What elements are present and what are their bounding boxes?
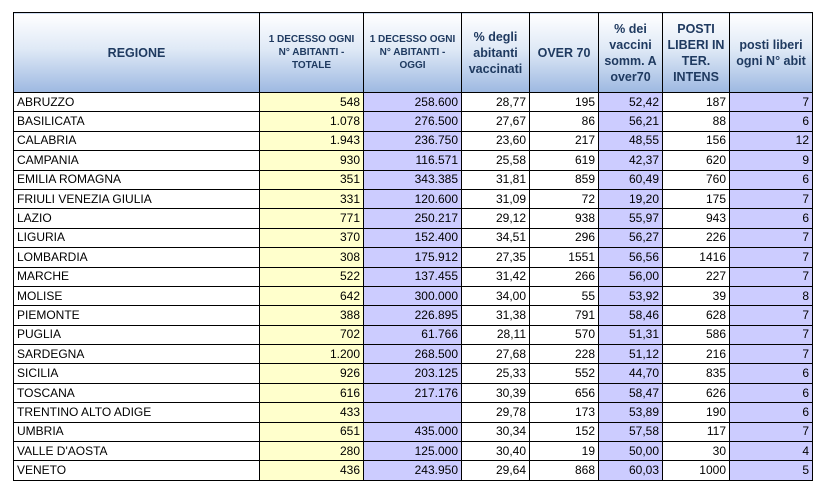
deaths-total-cell: 1.943 <box>260 131 364 150</box>
icu-free-beds-cell: 943 <box>663 209 730 228</box>
table-row <box>14 209 813 228</box>
deaths-today-cell: 203.125 <box>364 364 462 383</box>
region-name-cell: FRIULI VENEZIA GIULIA <box>14 189 260 208</box>
over70-cell: 859 <box>530 170 599 189</box>
deaths-today-cell: 125.000 <box>364 442 462 461</box>
icu-free-beds-cell: 175 <box>663 189 730 208</box>
over70-vaccine-pct-cell: 44,70 <box>599 364 663 383</box>
region-name-cell: PUGLIA <box>14 325 260 344</box>
icu-free-beds-cell: 1416 <box>663 248 730 267</box>
vaccinated-pct-cell: 29,64 <box>462 461 530 480</box>
deaths-total-cell: 651 <box>260 422 364 441</box>
icu-free-beds-cell: 39 <box>663 286 730 305</box>
region-name-cell: ABRUZZO <box>14 93 260 112</box>
region-name-cell: CAMPANIA <box>14 151 260 170</box>
over70-cell: 266 <box>530 267 599 286</box>
header-beds-per-inhabitants: posti liberi ogni N° abit <box>730 13 813 93</box>
over70-cell: 173 <box>530 403 599 422</box>
deaths-today-cell: 276.500 <box>364 112 462 131</box>
deaths-today-cell: 343.385 <box>364 170 462 189</box>
vaccinated-pct-cell: 30,34 <box>462 422 530 441</box>
vaccinated-pct-cell: 29,78 <box>462 403 530 422</box>
beds-per-inhabitants-cell: 7 <box>730 345 813 364</box>
deaths-total-cell: 308 <box>260 248 364 267</box>
over70-vaccine-pct-cell: 57,58 <box>599 422 663 441</box>
over70-cell: 791 <box>530 306 599 325</box>
header-icu-free-beds: POSTI LIBERI IN TER. INTENS <box>663 13 730 93</box>
icu-free-beds-cell: 227 <box>663 267 730 286</box>
table-row <box>14 345 813 364</box>
deaths-total-cell: 930 <box>260 151 364 170</box>
over70-cell: 72 <box>530 189 599 208</box>
table-row <box>14 151 813 170</box>
table-row <box>14 170 813 189</box>
region-name-cell: TOSCANA <box>14 383 260 402</box>
vaccinated-pct-cell: 30,39 <box>462 383 530 402</box>
table-body <box>14 93 813 481</box>
over70-vaccine-pct-cell: 60,49 <box>599 170 663 189</box>
table-row <box>14 442 813 461</box>
icu-free-beds-cell: 1000 <box>663 461 730 480</box>
icu-free-beds-cell: 187 <box>663 93 730 112</box>
over70-cell: 296 <box>530 228 599 247</box>
deaths-today-cell: 236.750 <box>364 131 462 150</box>
over70-vaccine-pct-cell: 53,92 <box>599 286 663 305</box>
deaths-today-cell <box>364 403 462 422</box>
deaths-today-cell: 175.912 <box>364 248 462 267</box>
icu-free-beds-cell: 88 <box>663 112 730 131</box>
deaths-today-cell: 300.000 <box>364 286 462 305</box>
icu-free-beds-cell: 117 <box>663 422 730 441</box>
deaths-total-cell: 548 <box>260 93 364 112</box>
deaths-total-cell: 280 <box>260 442 364 461</box>
table-row <box>14 325 813 344</box>
over70-cell: 552 <box>530 364 599 383</box>
over70-vaccine-pct-cell: 56,00 <box>599 267 663 286</box>
table-row <box>14 93 813 112</box>
table-row <box>14 286 813 305</box>
over70-vaccine-pct-cell: 53,89 <box>599 403 663 422</box>
deaths-today-cell: 61.766 <box>364 325 462 344</box>
deaths-today-cell: 226.895 <box>364 306 462 325</box>
table-row <box>14 422 813 441</box>
deaths-total-cell: 1.200 <box>260 345 364 364</box>
over70-vaccine-pct-cell: 60,03 <box>599 461 663 480</box>
vaccinated-pct-cell: 29,12 <box>462 209 530 228</box>
table-row <box>14 403 813 422</box>
deaths-total-cell: 702 <box>260 325 364 344</box>
beds-per-inhabitants-cell: 6 <box>730 112 813 131</box>
region-name-cell: BASILICATA <box>14 112 260 131</box>
region-name-cell: LOMBARDIA <box>14 248 260 267</box>
beds-per-inhabitants-cell: 6 <box>730 170 813 189</box>
table-row <box>14 248 813 267</box>
over70-vaccine-pct-cell: 48,55 <box>599 131 663 150</box>
beds-per-inhabitants-cell: 7 <box>730 267 813 286</box>
vaccinated-pct-cell: 31,38 <box>462 306 530 325</box>
vaccinated-pct-cell: 27,35 <box>462 248 530 267</box>
over70-cell: 86 <box>530 112 599 131</box>
table-row <box>14 228 813 247</box>
deaths-total-cell: 331 <box>260 189 364 208</box>
deaths-total-cell: 388 <box>260 306 364 325</box>
over70-cell: 152 <box>530 422 599 441</box>
deaths-total-cell: 1.078 <box>260 112 364 131</box>
header-deaths-total: 1 DECESSO OGNI N° ABITANTI - TOTALE <box>260 13 364 93</box>
beds-per-inhabitants-cell: 9 <box>730 151 813 170</box>
icu-free-beds-cell: 30 <box>663 442 730 461</box>
beds-per-inhabitants-cell: 12 <box>730 131 813 150</box>
header-deaths-today: 1 DECESSO OGNI N° ABITANTI - OGGI <box>364 13 462 93</box>
icu-free-beds-cell: 156 <box>663 131 730 150</box>
icu-free-beds-cell: 586 <box>663 325 730 344</box>
table-row <box>14 306 813 325</box>
vaccinated-pct-cell: 31,09 <box>462 189 530 208</box>
deaths-today-cell: 152.400 <box>364 228 462 247</box>
region-name-cell: LAZIO <box>14 209 260 228</box>
deaths-today-cell: 137.455 <box>364 267 462 286</box>
over70-vaccine-pct-cell: 50,00 <box>599 442 663 461</box>
table-row <box>14 461 813 480</box>
deaths-today-cell: 120.600 <box>364 189 462 208</box>
region-name-cell: VENETO <box>14 461 260 480</box>
icu-free-beds-cell: 835 <box>663 364 730 383</box>
beds-per-inhabitants-cell: 4 <box>730 442 813 461</box>
header-vaccinated-pct: % degli abitanti vaccinati <box>462 13 530 93</box>
deaths-today-cell: 258.600 <box>364 93 462 112</box>
deaths-today-cell: 435.000 <box>364 422 462 441</box>
icu-free-beds-cell: 190 <box>663 403 730 422</box>
vaccinated-pct-cell: 27,67 <box>462 112 530 131</box>
table-row <box>14 131 813 150</box>
beds-per-inhabitants-cell: 7 <box>730 93 813 112</box>
region-name-cell: CALABRIA <box>14 131 260 150</box>
deaths-today-cell: 250.217 <box>364 209 462 228</box>
vaccinated-pct-cell: 30,40 <box>462 442 530 461</box>
vaccinated-pct-cell: 27,68 <box>462 345 530 364</box>
over70-cell: 195 <box>530 93 599 112</box>
vaccinated-pct-cell: 34,51 <box>462 228 530 247</box>
over70-cell: 619 <box>530 151 599 170</box>
over70-cell: 938 <box>530 209 599 228</box>
beds-per-inhabitants-cell: 7 <box>730 325 813 344</box>
deaths-total-cell: 370 <box>260 228 364 247</box>
over70-cell: 217 <box>530 131 599 150</box>
table-row <box>14 189 813 208</box>
vaccinated-pct-cell: 25,33 <box>462 364 530 383</box>
deaths-total-cell: 642 <box>260 286 364 305</box>
over70-vaccine-pct-cell: 19,20 <box>599 189 663 208</box>
over70-vaccine-pct-cell: 56,56 <box>599 248 663 267</box>
deaths-total-cell: 351 <box>260 170 364 189</box>
over70-vaccine-pct-cell: 51,12 <box>599 345 663 364</box>
deaths-total-cell: 436 <box>260 461 364 480</box>
deaths-today-cell: 217.176 <box>364 383 462 402</box>
over70-vaccine-pct-cell: 51,31 <box>599 325 663 344</box>
table-row <box>14 267 813 286</box>
deaths-today-cell: 116.571 <box>364 151 462 170</box>
deaths-total-cell: 616 <box>260 383 364 402</box>
deaths-total-cell: 433 <box>260 403 364 422</box>
over70-vaccine-pct-cell: 58,47 <box>599 383 663 402</box>
region-name-cell: VALLE D'AOSTA <box>14 442 260 461</box>
vaccinated-pct-cell: 28,77 <box>462 93 530 112</box>
over70-cell: 228 <box>530 345 599 364</box>
region-name-cell: EMILIA ROMAGNA <box>14 170 260 189</box>
over70-cell: 19 <box>530 442 599 461</box>
header-over70: OVER 70 <box>530 13 599 93</box>
icu-free-beds-cell: 226 <box>663 228 730 247</box>
table-row <box>14 112 813 131</box>
header-over70-vaccine-pct: % dei vaccini somm. A over70 <box>599 13 663 93</box>
icu-free-beds-cell: 620 <box>663 151 730 170</box>
beds-per-inhabitants-cell: 7 <box>730 228 813 247</box>
region-name-cell: LIGURIA <box>14 228 260 247</box>
beds-per-inhabitants-cell: 6 <box>730 403 813 422</box>
header-regione: REGIONE <box>14 13 260 93</box>
deaths-total-cell: 522 <box>260 267 364 286</box>
over70-vaccine-pct-cell: 58,46 <box>599 306 663 325</box>
over70-vaccine-pct-cell: 52,42 <box>599 93 663 112</box>
deaths-today-cell: 243.950 <box>364 461 462 480</box>
over70-vaccine-pct-cell: 56,21 <box>599 112 663 131</box>
vaccinated-pct-cell: 31,81 <box>462 170 530 189</box>
icu-free-beds-cell: 626 <box>663 383 730 402</box>
region-name-cell: UMBRIA <box>14 422 260 441</box>
beds-per-inhabitants-cell: 8 <box>730 286 813 305</box>
deaths-today-cell: 268.500 <box>364 345 462 364</box>
table-row <box>14 383 813 402</box>
icu-free-beds-cell: 628 <box>663 306 730 325</box>
beds-per-inhabitants-cell: 7 <box>730 248 813 267</box>
vaccinated-pct-cell: 25,58 <box>462 151 530 170</box>
over70-vaccine-pct-cell: 42,37 <box>599 151 663 170</box>
deaths-total-cell: 771 <box>260 209 364 228</box>
region-name-cell: TRENTINO ALTO ADIGE <box>14 403 260 422</box>
beds-per-inhabitants-cell: 6 <box>730 383 813 402</box>
over70-cell: 868 <box>530 461 599 480</box>
beds-per-inhabitants-cell: 5 <box>730 461 813 480</box>
beds-per-inhabitants-cell: 6 <box>730 209 813 228</box>
over70-cell: 656 <box>530 383 599 402</box>
regional-covid-table <box>13 12 813 481</box>
table-row <box>14 364 813 383</box>
deaths-total-cell: 926 <box>260 364 364 383</box>
icu-free-beds-cell: 216 <box>663 345 730 364</box>
region-name-cell: PIEMONTE <box>14 306 260 325</box>
region-name-cell: MOLISE <box>14 286 260 305</box>
beds-per-inhabitants-cell: 6 <box>730 364 813 383</box>
region-name-cell: SICILIA <box>14 364 260 383</box>
vaccinated-pct-cell: 28,11 <box>462 325 530 344</box>
icu-free-beds-cell: 760 <box>663 170 730 189</box>
vaccinated-pct-cell: 34,00 <box>462 286 530 305</box>
beds-per-inhabitants-cell: 7 <box>730 189 813 208</box>
over70-cell: 55 <box>530 286 599 305</box>
beds-per-inhabitants-cell: 7 <box>730 422 813 441</box>
vaccinated-pct-cell: 23,60 <box>462 131 530 150</box>
over70-vaccine-pct-cell: 56,27 <box>599 228 663 247</box>
region-name-cell: MARCHE <box>14 267 260 286</box>
header-row <box>14 13 813 93</box>
beds-per-inhabitants-cell: 7 <box>730 306 813 325</box>
over70-vaccine-pct-cell: 55,97 <box>599 209 663 228</box>
over70-cell: 570 <box>530 325 599 344</box>
vaccinated-pct-cell: 31,42 <box>462 267 530 286</box>
region-name-cell: SARDEGNA <box>14 345 260 364</box>
over70-cell: 1551 <box>530 248 599 267</box>
